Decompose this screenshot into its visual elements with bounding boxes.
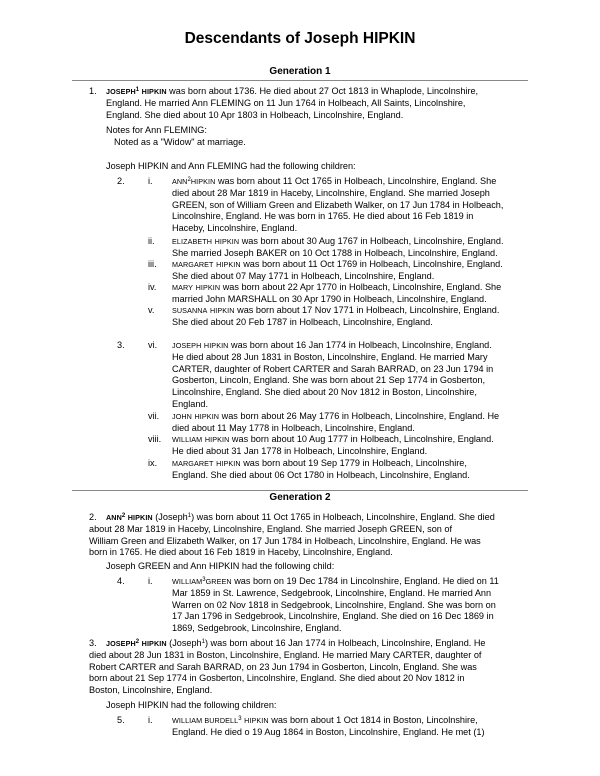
child-number: 4. <box>117 576 125 586</box>
surname: GREEN <box>205 577 232 586</box>
entry-continuation <box>89 524 481 559</box>
entry-text: was born about 1736. He died about 27 Oct 1813 in Whaplode, Lincolnshire, <box>166 86 479 96</box>
entry-line <box>172 715 484 727</box>
child-number: 2. <box>117 176 125 186</box>
entry-line <box>106 512 495 524</box>
child-roman: vi. <box>148 340 158 350</box>
entry-line: England. She died about 10 Apr 1803 in Holbeach, Lincolnshire, England. <box>106 109 404 120</box>
entry-line: England. He died o 19 Aug 1864 in Boston, Lincolnshire, England. He met (1) <box>172 726 485 737</box>
given-name: JOSEPH <box>106 639 136 648</box>
notes-text: Noted as a "Widow" at marriage. <box>114 136 246 147</box>
divider <box>72 490 528 491</box>
children-intro: Joseph HIPKIN had the following children: <box>106 700 277 710</box>
person-number: 1. <box>89 86 97 96</box>
notes-heading: Notes for Ann FLEMING: <box>106 125 207 135</box>
entry-line <box>172 282 501 294</box>
child-roman: ii. <box>148 236 155 246</box>
surname: HIPKIN <box>190 177 216 186</box>
entry-line: 17 Jan 1796 in Sedgebrook, Lincolnshire, England. She died on 16 Dec 1869 in <box>172 611 494 622</box>
person-number: 2. <box>89 512 97 522</box>
entry-line: England. He married Ann FLEMING on 11 Jun 1764 in Holbeach, All Saints, Lincolnshire, <box>106 97 466 108</box>
entry-line: Mar 1859 in St. Lawrence, Sedgebrook, Lincolnshire, England. He married Ann <box>172 587 492 598</box>
entry-line <box>172 236 503 248</box>
surname: HIPKIN <box>216 459 241 468</box>
given-name: SUSANNA <box>172 306 208 315</box>
entry-line <box>172 340 493 352</box>
child-roman: v. <box>148 305 155 315</box>
person-name <box>106 512 153 522</box>
entry-line: 1869, Sedgebrook, Lincolnshire, England. <box>172 623 342 634</box>
person-entry <box>106 638 486 650</box>
surname: HIPKIN <box>214 237 240 246</box>
child-number: 5. <box>117 715 125 725</box>
entry-line: Lincolnshire, England. She died about 20 Nov 1812 in Boston, Lincolnshire, <box>172 387 477 398</box>
parent-name: (Joseph <box>152 512 188 522</box>
entry-continuation <box>89 650 481 697</box>
child-roman: ix. <box>148 458 158 468</box>
entry-text: was born about 22 Apr 1770 in Holbeach, Lincolnshire, England. She <box>220 282 502 292</box>
parent-close: ) <box>191 512 195 522</box>
entry-line <box>172 411 499 423</box>
entry-line: England. <box>172 398 209 409</box>
person-entry <box>106 512 495 524</box>
entry-line: CARTER, daughter of Robert CARTER and Sarah BARRAD, on 23 Jun 1794 in <box>172 363 494 374</box>
entry-line: He died about 28 Jun 1831 in Boston, Lincolnshire, England. He married Mary <box>172 351 488 362</box>
surname: HIPKIN <box>203 341 229 350</box>
child-entry <box>172 458 470 482</box>
entry-line <box>172 176 503 188</box>
entry-line: William Green and Elizabeth Walker, on 17 Jun 1784 in Holbeach, Lincolnshire, England. He was <box>89 535 481 546</box>
child-roman: iii. <box>148 259 157 269</box>
surname: HIPKIN <box>127 513 153 522</box>
surname: HIPKIN <box>244 716 269 725</box>
entry-text: was born on 19 Dec 1784 in Lincolnshire, England. He died on 11 <box>231 576 499 586</box>
given-name: WILLIAM <box>172 577 203 586</box>
entry-line: died about 28 Mar 1819 in Haceby, Lincolnshire, England. She married Joseph <box>172 187 490 198</box>
entry-text: was born about 11 Oct 1765 in Holbeach, Lincolnshire, England. She died <box>194 512 495 522</box>
given-name: MARGARET <box>172 260 214 269</box>
entry-line: born in 1765. He died about 16 Feb 1819 in Haceby, Lincolnshire, England. <box>89 547 393 558</box>
child-entry <box>172 305 499 329</box>
entry-line: He died about 31 Jan 1778 in Holbeach, Lincolnshire, England. <box>172 445 428 456</box>
child-entry <box>172 411 499 435</box>
parent-close: ) <box>204 638 209 648</box>
entry-text: was born about 1 Oct 1814 in Boston, Lincolnshire, <box>268 715 478 725</box>
given-name: MARGARET <box>172 459 214 468</box>
generation-number: 3 <box>202 577 206 583</box>
child-roman: i. <box>148 176 153 186</box>
given-name: MARY <box>172 283 194 292</box>
entry-line: England. She died about 06 Oct 1780 in Holbeach, Lincolnshire, England. <box>172 469 470 480</box>
child-entry <box>172 340 493 411</box>
entry-line: She died about 07 May 1771 in Holbeach, Lincolnshire, England. <box>172 270 435 281</box>
entry-line: Gosberton, Lincoln, England. She was born about 21 Sep 1774 in Gosberton, <box>172 375 485 386</box>
page-title: Descendants of Joseph HIPKIN <box>184 30 416 47</box>
child-entry <box>172 236 503 260</box>
entry-line: GREEN, son of William Green and Elizabeth Walker, on 17 Jun 1784 in Holbeach, <box>172 199 504 210</box>
person-number: 3. <box>89 638 97 648</box>
child-entry <box>172 434 494 458</box>
entry-text: was born about 26 May 1776 in Holbeach, Lincolnshire, England. He <box>219 411 500 421</box>
entry-line: born about 21 Sep 1774 in Gosberton, Lincolnshire, England. She died about 20 Nov 1812 in <box>89 673 465 684</box>
entry-line: about 28 Mar 1819 in Haceby, Lincolnshire, England. She married Joseph GREEN, son of <box>89 523 453 534</box>
child-roman: i. <box>148 715 153 725</box>
person-name <box>106 638 167 648</box>
child-roman: iv. <box>148 282 157 292</box>
entry-line <box>106 86 478 98</box>
entry-line: She married Joseph BAKER on 10 Oct 1788 in Holbeach, Lincolnshire, England. <box>172 247 498 258</box>
surname: HIPKIN <box>195 283 221 292</box>
child-entry <box>172 282 501 306</box>
child-roman: viii. <box>148 434 162 444</box>
divider <box>72 80 528 81</box>
child-roman: i. <box>148 576 153 586</box>
entry-text: was born about 16 Jan 1774 in Holbeach, Lincolnshire, England. <box>228 340 492 350</box>
entry-line: died about 28 Jun 1831 in Boston, Lincolnshire, England. He married Mary CARTER, daughter of <box>89 649 482 660</box>
surname: HIPKIN <box>204 435 230 444</box>
child-entry <box>172 715 484 739</box>
surname: HIPKIN <box>210 306 235 315</box>
generation-number: 2 <box>135 639 140 645</box>
entry-text: was born about 11 Oct 1769 in Holbeach, Lincolnshire, England. <box>240 259 503 269</box>
entry-text: was born about 10 Aug 1777 in Holbeach, Lincolnshire, England. <box>229 434 494 444</box>
entry-line <box>106 638 486 650</box>
entry-line: Robert CARTER and Sarah BARRAD, on 23 Jun 1794 in Gosberton, Lincoln, England. She was <box>89 661 477 672</box>
given-name: ANN <box>172 177 188 186</box>
entry-text: was born about 17 Nov 1771 in Holbeach, Lincolnshire, England. <box>234 305 500 315</box>
generation-number: 1 <box>135 87 140 93</box>
entry-line: Haceby, Lincolnshire, England. <box>172 223 298 234</box>
entry-line: Boston, Lincolnshire, England. <box>89 685 213 696</box>
given-name: WILLIAM BURDELL <box>172 716 239 725</box>
entry-text: was born about 11 Oct 1765 in Holbeach, Lincolnshire, England. She <box>215 176 497 186</box>
child-roman: vii. <box>148 411 160 421</box>
person-entry <box>106 86 478 121</box>
notes-block <box>106 125 246 149</box>
entry-text: was born about 16 Jan 1774 in Holbeach, Lincolnshire, England. He <box>208 638 486 648</box>
child-entry <box>172 576 499 635</box>
entry-line: Lincolnshire, England. He was born in 1765. He died about 16 Feb 1819 in <box>172 211 474 222</box>
entry-line: married John MARSHALL on 30 Apr 1790 in Holbeach, Lincolnshire, England. <box>172 293 487 304</box>
entry-line <box>172 576 499 588</box>
generation-number: 2 <box>121 513 126 519</box>
generation-number: 1 <box>187 513 192 519</box>
person-name <box>106 86 167 96</box>
child-number: 3. <box>117 340 125 350</box>
children-intro: Joseph GREEN and Ann HIPKIN had the following child: <box>106 561 335 571</box>
parent-name: (Joseph <box>166 638 202 648</box>
given-name: ANN <box>106 513 122 522</box>
entry-line <box>172 434 494 446</box>
generation-heading: Generation 1 <box>269 66 331 77</box>
entry-line <box>172 458 470 470</box>
surname: HIPKIN <box>216 260 241 269</box>
given-name: JOSEPH <box>106 87 136 96</box>
entry-line: died about 11 May 1778 in Holbeach, Lincolnshire, England. <box>172 422 415 433</box>
generation-number: 1 <box>201 639 205 645</box>
entry-line <box>172 259 503 271</box>
entry-text: was born about 30 Aug 1767 in Holbeach, Lincolnshire, England. <box>239 236 504 246</box>
child-entry <box>172 176 503 235</box>
child-entry <box>172 259 503 283</box>
surname: HIPKIN <box>141 639 167 648</box>
entry-line: Warren on 02 Nov 1818 in Sedgebrook, Lincolnshire, England. She was born on <box>172 599 496 610</box>
given-name: JOHN <box>172 412 192 421</box>
generation-number: 2 <box>187 177 191 183</box>
given-name: ELIZABETH <box>172 237 213 246</box>
children-intro: Joseph HIPKIN and Ann FLEMING had the following children: <box>106 161 356 171</box>
generation-number: 3 <box>238 716 242 722</box>
given-name: WILLIAM <box>172 435 203 444</box>
given-name: JOSEPH <box>172 341 202 350</box>
surname: HIPKIN <box>194 412 220 421</box>
entry-text: was born about 19 Sep 1779 in Holbeach, Lincolnshire, <box>240 458 467 468</box>
generation-heading: Generation 2 <box>269 492 331 503</box>
entry-line: She died about 20 Feb 1787 in Holbeach, Lincolnshire, England. <box>172 316 433 327</box>
entry-line <box>172 305 499 317</box>
surname: HIPKIN <box>141 87 167 96</box>
